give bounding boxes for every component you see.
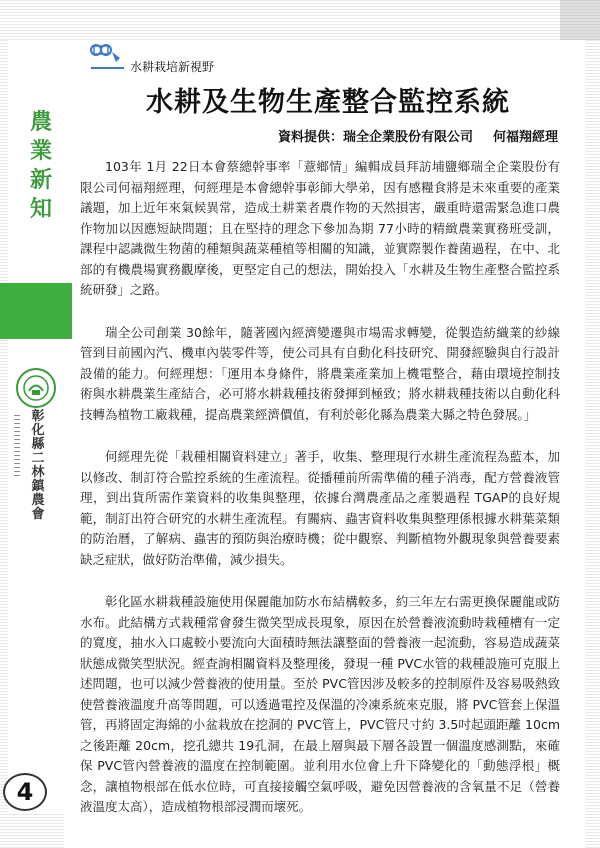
section-label: 農業新知 xyxy=(29,110,52,222)
farmers-association-logo-icon xyxy=(16,368,56,408)
byline-source: 資料提供：瑞全企業股份有限公司 xyxy=(277,130,473,145)
article-body xyxy=(80,157,560,840)
byline xyxy=(248,126,558,145)
green-accent-block xyxy=(0,283,72,339)
right-decorative-stripe xyxy=(586,40,600,848)
article-title: 水耕及生物生產整合監控系統 xyxy=(146,87,510,118)
bottom-decorative-stripe xyxy=(0,812,64,848)
organization-name: 彰化縣二林鎮農會 xyxy=(31,409,45,522)
left-decorative-stripe xyxy=(0,40,8,848)
page-number: 4 xyxy=(3,773,47,811)
column-tag-text: 水耕栽培新視野 xyxy=(130,60,215,74)
body-paragraph: 瑞全公司創業 30餘年，隨著國內經濟變遷與市場需求轉變，從製造紡織業的紗線管到目前國內汽、機車內裝零件等，使公司具有自動化科技研究、開發經驗與自行設計設備的能力。何經理想：「運用本身條件，將農業產業加上機電整合，藉由環境控制技術與水耕農業生產結合，必可將水耕栽種技術發揮到極致；將水耕栽種技術以自動化科技轉為植物工廠栽種，提高農業經濟價值，有利於彰化縣為農業大縣之特色發展。」 xyxy=(80,324,560,422)
body-paragraph: 何經理先從「栽種相關資料建立」著手，收集、整理現行水耕生產流程為藍本，加以修改、制訂符合監控系統的生產流程。從播種前所需準備的種子消毒，配方營養液管理，到出貨所需作業資料的收集與整理，依據台灣農產品之產製過程 TGAP的良好規範，制訂出符合研究的水耕生產流程。有關病、蟲害資料收集與整理係根據水耕葉菜類的防治曆，了解病、蟲害的預防與治療時機；從中觀察、判斷植物外觀現象與營養要素缺乏症狀，做好防治準備，減少損失。 xyxy=(80,449,560,567)
byline-person: 何福翔經理 xyxy=(492,130,558,145)
body-paragraph: 103年 1月 22日本會蔡總幹事率「薏鄉情」編輯成員拜訪埔鹽鄉瑞全企業股份有限公司何福翔經理，何經理是本會總幹事彰師大學弟，因有感糧食將是未來重要的產業議題，加上近年來氣候異常，造成土耕業者農作物的天然損害，嚴重時還需緊急進口農作物加以因應短缺問題；且在堅持的理念下參加為期 77小時的精緻農業實務班受訓，課程中認識微生物菌的種類與蔬菜種植等相關的知識，並實際製作養菌過程，在中、北部的有機農場實務觀摩後，更堅定自己的想法，開始投入「水耕及生物生產整合監控系統研發」之路。 xyxy=(80,159,560,297)
header-band xyxy=(0,0,600,40)
column-tag xyxy=(86,42,286,72)
logo-english-text-strip xyxy=(14,412,20,476)
header-shade xyxy=(560,0,600,40)
telescope-icon xyxy=(86,42,128,72)
body-paragraph: 彰化區水耕栽種設施使用保麗龍加防水布結構較多，約三年左右需更換保麗龍或防水布。此結構方式栽種常會發生微笑型成長現象，原因在於營養液流動時栽種槽有一定的寬度，抽水入口處較小要流向大面積時無法讓整面的營養液一起流動，容易造成蔬菜狀態成微笑型狀況。經查詢相關資料及整理後，發現一種 PVC水管的栽種設施可克服上述問題，也可以減少營養液的使用量。至於 PVC管因涉及較多的控制原件及容易吸熱致使營養液溫度升高等問題，可以透過電控及保溫的冷凍系統來克服，將 PVC管套上保溫管，再將固定海綿的小盆栽放在挖洞的 PVC管上，PVC管尺寸約 3.5吋起頭距離 10cm之後距離 20cm，挖孔總共 19孔洞，在最上層與最下層各設置一個溫度感測點，來確保 PVC管內營養液的溫度在控制範圍。並利用水位會上升下降變化的「動態浮根」概念，讓植物根部在低水位時，可直接接觸空氣呼吸，避免因營養液的含氧量不足（營養液溫度太高），造成植物根部浸潤而壞死。 xyxy=(80,594,560,814)
